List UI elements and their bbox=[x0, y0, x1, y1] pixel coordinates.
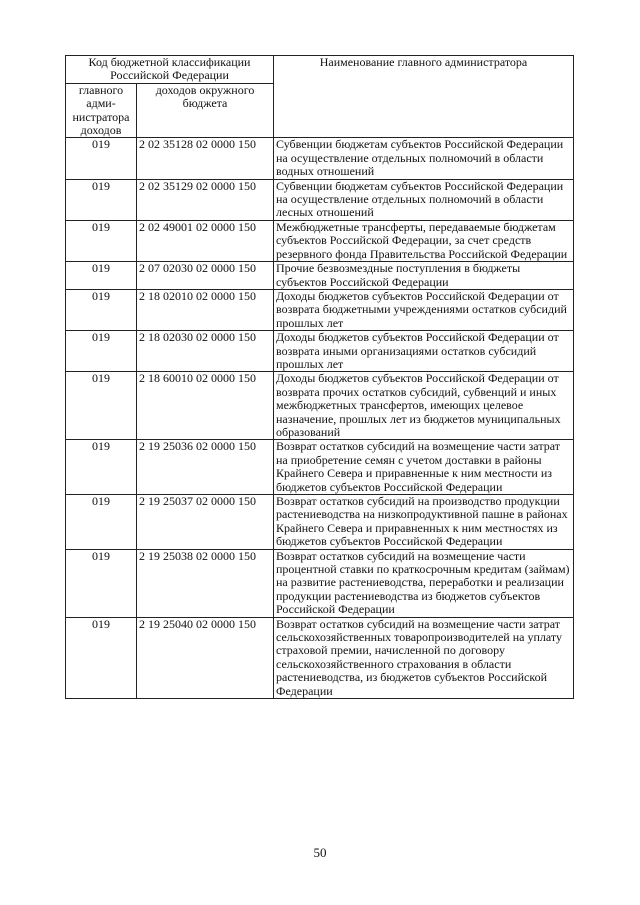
revenue-classification-table bbox=[65, 55, 574, 699]
admin-code-cell: 019 bbox=[66, 440, 137, 495]
revenue-code-cell: 2 19 25036 02 0000 150 bbox=[137, 440, 274, 495]
admin-code-cell: 019 bbox=[66, 372, 137, 440]
table-row bbox=[66, 372, 574, 440]
revenue-code-cell: 2 02 49001 02 0000 150 bbox=[137, 220, 274, 261]
table-row bbox=[66, 262, 574, 290]
revenue-code-cell: 2 19 25038 02 0000 150 bbox=[137, 549, 274, 617]
district-budget-revenue-header: доходов окружного бюджета bbox=[137, 83, 274, 138]
administrator-name-cell: Субвенции бюджетам субъектов Российской Федерации на осуществление отдельных полномочий в области водных отношений bbox=[274, 138, 574, 179]
administrator-name-cell: Субвенции бюджетам субъектов Российской Федерации на осуществление отдельных полномочий в области лесных отношений bbox=[274, 179, 574, 220]
table-row bbox=[66, 179, 574, 220]
administrator-name-cell: Возврат остатков субсидий на возмещение части затрат на приобретение семян с учетом доставки в районы Крайнего Севера и приравненные к ним местности из бюджетов субъектов Российской Федерации bbox=[274, 440, 574, 495]
admin-code-cell: 019 bbox=[66, 220, 137, 261]
admin-code-cell: 019 bbox=[66, 549, 137, 617]
administrator-name-header: Наименование главного администратора bbox=[274, 56, 574, 138]
administrator-name-cell: Прочие безвозмездные поступления в бюджеты субъектов Российской Федерации bbox=[274, 262, 574, 290]
table-row bbox=[66, 617, 574, 698]
admin-code-cell: 019 bbox=[66, 289, 137, 330]
table-row bbox=[66, 289, 574, 330]
administrator-name-cell: Возврат остатков субсидий на возмещение части процентной ставки по краткосрочным кредитам (займам) на развитие растениеводства, переработки и реализации продукции растениеводства из бюджетов субъектов Российской Федерации bbox=[274, 549, 574, 617]
page-number: 50 bbox=[313, 845, 327, 860]
revenue-code-cell: 2 19 25040 02 0000 150 bbox=[137, 617, 274, 698]
budget-classification-code-header: Код бюджетной классификации Российской Федерации bbox=[66, 56, 274, 84]
main-administrator-header: главного адми-нистратора доходов bbox=[66, 83, 137, 138]
table-row bbox=[66, 495, 574, 550]
admin-code-cell: 019 bbox=[66, 331, 137, 372]
table-row bbox=[66, 138, 574, 179]
admin-code-cell: 019 bbox=[66, 262, 137, 290]
revenue-code-cell: 2 02 35128 02 0000 150 bbox=[137, 138, 274, 179]
revenue-code-cell: 2 07 02030 02 0000 150 bbox=[137, 262, 274, 290]
administrator-name-cell: Доходы бюджетов субъектов Российской Федерации от возврата прочих остатков субсидий, субвенций и иных межбюджетных трансфертов, имеющих целевое назначение, прошлых лет из бюджетов муниципальных образований bbox=[274, 372, 574, 440]
administrator-name-cell: Возврат остатков субсидий на возмещение части затрат сельскохозяйственных товаропроизводителей на уплату страховой премии, начисленной по договору сельскохозяйственного страхования в области растениеводства, из бюджетов субъектов Российской Федерации bbox=[274, 617, 574, 698]
table-row bbox=[66, 331, 574, 372]
table-row bbox=[66, 440, 574, 495]
administrator-name-cell: Доходы бюджетов субъектов Российской Федерации от возврата бюджетными учреждениями остатков субсидий прошлых лет bbox=[274, 289, 574, 330]
revenue-code-cell: 2 18 02010 02 0000 150 bbox=[137, 289, 274, 330]
administrator-name-cell: Возврат остатков субсидий на производство продукции растениеводства на низкопродуктивной пашне в районах Крайнего Севера и приравненных к ним местностях из бюджетов субъектов Российской Федерации bbox=[274, 495, 574, 550]
admin-code-cell: 019 bbox=[66, 617, 137, 698]
revenue-code-cell: 2 19 25037 02 0000 150 bbox=[137, 495, 274, 550]
admin-code-cell: 019 bbox=[66, 495, 137, 550]
table-row bbox=[66, 220, 574, 261]
admin-code-cell: 019 bbox=[66, 179, 137, 220]
revenue-code-cell: 2 18 60010 02 0000 150 bbox=[137, 372, 274, 440]
administrator-name-cell: Межбюджетные трансферты, передаваемые бюджетам субъектов Российской Федерации, за счет средств резервного фонда Правительства Российской Федерации bbox=[274, 220, 574, 261]
table-body bbox=[66, 138, 574, 699]
admin-code-cell: 019 bbox=[66, 138, 137, 179]
table-row bbox=[66, 549, 574, 617]
administrator-name-cell: Доходы бюджетов субъектов Российской Федерации от возврата иными организациями остатков субсидий прошлых лет bbox=[274, 331, 574, 372]
revenue-code-cell: 2 18 02030 02 0000 150 bbox=[137, 331, 274, 372]
revenue-code-cell: 2 02 35129 02 0000 150 bbox=[137, 179, 274, 220]
table-header-row bbox=[66, 56, 574, 84]
